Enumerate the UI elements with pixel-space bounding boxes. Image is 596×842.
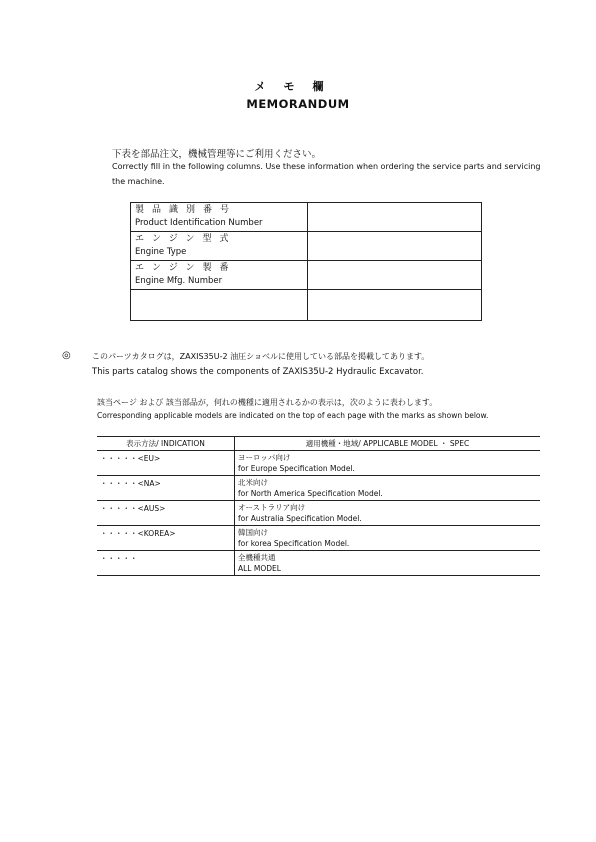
model-cell [235,526,541,551]
table-row [97,476,540,501]
table-row [97,451,540,476]
blank-value-field[interactable] [308,290,482,321]
indication-cell: ・・・・・ [97,551,235,576]
model-cell [235,551,541,576]
page-title-jp: メモ欄 [254,80,342,93]
memo-row [131,203,482,232]
indication-cell: ・・・・・<KOREA> [97,526,235,551]
indication-header: 表示方法/ INDICATION [97,437,235,451]
corresponding-text-en: Corresponding applicable models are indicated on the top of each page with the marks as shown below. [97,411,489,420]
table-row [97,551,540,576]
intro-text-jp: 下表を部品注文，機械管理等にご利用ください。 [112,149,322,160]
intro-text-en: Correctly fill in the following columns. Use these information when ordering the service parts and servicing the machine. [112,162,541,186]
memo-label-cell [131,203,308,232]
model-en: for korea Specification Model. [238,539,350,548]
model-jp: 全機種共通 [238,553,276,562]
note-mark: ◎ [62,350,71,361]
engine-mfg-field[interactable] [308,261,482,290]
engine-mfg-label-jp: エンジン製番 [135,263,237,273]
page-title: MEMORANDUM [246,97,350,111]
table-row [97,501,540,526]
engine-type-field[interactable] [308,232,482,261]
model-jp: 北米向け [238,478,268,487]
memo-label-cell [131,232,308,261]
product-id-label: Product Identification Number [135,218,263,228]
indication-cell: ・・・・・<EU> [97,451,235,476]
model-en: ALL MODEL [238,564,281,573]
note-text-en: This parts catalog shows the components of ZAXIS35U-2 Hydraulic Excavator. [92,367,424,377]
indication-cell: ・・・・・<AUS> [97,501,235,526]
model-cell [235,451,541,476]
memo-row [131,290,482,321]
engine-mfg-label: Engine Mfg. Number [135,276,223,286]
model-en: for North America Specification Model. [238,489,383,498]
model-jp: オーストラリア向け [238,503,306,512]
memo-table [130,202,482,321]
models-header-row [97,437,540,451]
applicable-model-header: 適用機種・地域/ APPLICABLE MODEL ・ SPEC [235,437,541,451]
memo-row [131,261,482,290]
blank-label-field[interactable] [131,290,308,321]
corresponding-text-jp: 該当ページ および 該当部品が，何れの機種に適用されるかの表示は，次のように表わします。 [97,398,438,407]
indication-cell: ・・・・・<NA> [97,476,235,501]
note-text-jp: このパーツカタログは，ZAXIS35U-2 油圧ショベルに使用している部品を掲載してあります。 [92,352,430,361]
model-cell [235,476,541,501]
model-jp: ヨーロッパ向け [238,453,291,462]
model-jp: 韓国向け [238,528,268,537]
engine-type-label-jp: エンジン型式 [135,234,237,244]
product-id-label-jp: 製品識別番号 [135,205,238,215]
model-cell [235,501,541,526]
models-table [97,436,540,576]
table-row [97,526,540,551]
memo-row [131,232,482,261]
engine-type-label: Engine Type [135,247,187,257]
memo-label-cell [131,261,308,290]
model-en: for Australia Specification Model. [238,514,362,523]
model-en: for Europe Specification Model. [238,464,355,473]
product-id-field[interactable] [308,203,482,232]
